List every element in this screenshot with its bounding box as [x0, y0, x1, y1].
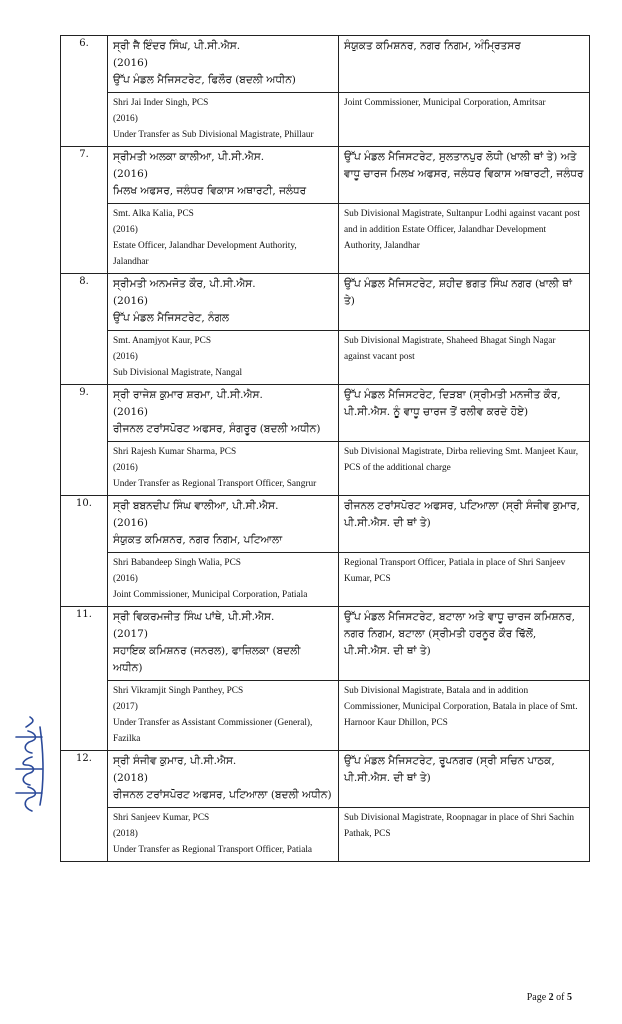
table-row — [61, 204, 590, 274]
new-posting-punjabi: ਉੱਪ ਮੰਡਲ ਮੈਜਿਸਟਰੇਟ, ਸ਼ਹੀਦ ਭਗਤ ਸਿੰਘ ਨਗਰ (ਖਾਲੀ ਥਾਂ ਤੇ) — [339, 274, 590, 331]
officer-name: ਸ੍ਰੀ ਵਿਕਰਮਜੀਤ ਸਿੰਘ ਪਾਂਥੇ, ਪੀ.ਸੀ.ਐਸ. — [113, 611, 275, 623]
officer-details-punjabi — [108, 751, 339, 808]
page-total: 5 — [567, 992, 572, 1003]
current-posting: ਰੀਜਨਲ ਟਰਾਂਸਪੋਰਟ ਅਫਸਰ, ਪਟਿਆਲਾ (ਬਦਲੀ ਅਧੀਨ) — [113, 789, 332, 801]
current-posting: ਸੰਯੁਕਤ ਕਮਿਸ਼ਨਰ, ਨਗਰ ਨਿਗਮ, ਪਟਿਆਲਾ — [113, 534, 283, 546]
postings-table-body — [61, 36, 590, 862]
officer-name: ਸ੍ਰੀ ਜੈ ਇੰਦਰ ਸਿੰਘ, ਪੀ.ਸੀ.ਐਸ. — [113, 40, 241, 52]
officer-details-english — [108, 681, 339, 751]
page-current: 2 — [548, 992, 554, 1003]
current-posting: Under Transfer as Assistant Commissioner (General), Fazilka — [113, 718, 313, 744]
current-posting: ਸਹਾਇਕ ਕਮਿਸ਼ਨਰ (ਜਨਰਲ), ਫਾਜ਼ਿਲਕਾ (ਬਦਲੀ ਅਧੀਨ) — [113, 645, 301, 674]
current-posting: ਰੀਜਨਲ ਟਰਾਂਸਪੋਰਟ ਅਫਸਰ, ਸੰਗਰੂਰ (ਬਦਲੀ ਅਧੀਨ) — [113, 423, 321, 435]
batch-year: (2016) — [113, 225, 138, 235]
batch-year: (2016) — [113, 352, 138, 362]
serial-number: 12. — [61, 751, 108, 862]
serial-number: 8. — [61, 274, 108, 385]
batch-year: (2018) — [113, 772, 148, 784]
current-posting: ਉੱਪ ਮੰਡਲ ਮੈਜਿਸਟਰੇਟ, ਨੰਗਲ — [113, 312, 229, 324]
officer-details-english — [108, 93, 339, 147]
table-row — [61, 331, 590, 385]
officer-name: ਸ੍ਰੀਮਤੀ ਅਲਕਾ ਕਾਲੀਆ, ਪੀ.ਸੀ.ਐਸ. — [113, 151, 265, 163]
current-posting: Joint Commissioner, Municipal Corporation, Patiala — [113, 590, 308, 600]
table-row — [61, 607, 590, 681]
table-row — [61, 808, 590, 862]
officer-name: Smt. Alka Kalia, PCS — [113, 209, 194, 219]
batch-year: (2016) — [113, 463, 138, 473]
officer-details-english — [108, 331, 339, 385]
table-row — [61, 442, 590, 496]
officer-name: ਸ੍ਰੀਮਤੀ ਅਨਮਜੋਤ ਕੌਰ, ਪੀ.ਸੀ.ਐਸ. — [113, 278, 256, 290]
table-row — [61, 681, 590, 751]
new-posting-punjabi: ਉੱਪ ਮੰਡਲ ਮੈਜਿਸਟਰੇਟ, ਦਿੜਬਾ (ਸ੍ਰੀਮਤੀ ਮਨਜੀਤ ਕੌਰ, ਪੀ.ਸੀ.ਐਸ. ਨੂੰ ਵਾਧੂ ਚਾਰਜ ਤੋਂ ਰਲੀਵ ਕਰਦੇ ਹੋਏ) — [339, 385, 590, 442]
current-posting: ਮਿਲਖ ਅਫਸਰ, ਜਲੰਧਰ ਵਿਕਾਸ ਅਥਾਰਟੀ, ਜਲੰਧਰ — [113, 185, 307, 197]
officer-name: ਸ੍ਰੀ ਰਾਜੇਸ਼ ਕੁਮਾਰ ਸ਼ਰਮਾ, ਪੀ.ਸੀ.ਐਸ. — [113, 389, 263, 401]
page-of: of — [556, 992, 565, 1003]
new-posting-punjabi: ਉੱਪ ਮੰਡਲ ਮੈਜਿਸਟਰੇਟ, ਰੂਪਨਗਰ (ਸ੍ਰੀ ਸਚਿਨ ਪਾਠਕ, ਪੀ.ਸੀ.ਐਸ. ਦੀ ਥਾਂ ਤੇ) — [339, 751, 590, 808]
batch-year: (2016) — [113, 168, 148, 180]
table-row — [61, 36, 590, 93]
officer-details-punjabi — [108, 274, 339, 331]
new-posting-english: Sub Divisional Magistrate, Batala and in addition Commissioner, Municipal Corporation, Batala in place of Smt. Harnoor Kaur Dhillon, PCS — [339, 681, 590, 751]
serial-number: 10. — [61, 496, 108, 607]
current-posting: Sub Divisional Magistrate, Nangal — [113, 368, 243, 378]
batch-year: (2016) — [113, 295, 148, 307]
page-word: Page — [526, 992, 547, 1003]
new-posting-english: Sub Divisional Magistrate, Roopnagar in place of Shri Sachin Pathak, PCS — [339, 808, 590, 862]
page-number — [527, 992, 572, 1003]
table-row — [61, 147, 590, 204]
table-row — [61, 274, 590, 331]
officer-name: Shri Vikramjit Singh Panthey, PCS — [113, 686, 244, 696]
officer-details-english — [108, 553, 339, 607]
new-posting-english: Regional Transport Officer, Patiala in place of Shri Sanjeev Kumar, PCS — [339, 553, 590, 607]
officer-details-punjabi — [108, 385, 339, 442]
officer-details-english — [108, 442, 339, 496]
batch-year: (2016) — [113, 57, 148, 69]
table-row — [61, 385, 590, 442]
batch-year: (2017) — [113, 702, 138, 712]
serial-number: 9. — [61, 385, 108, 496]
new-posting-english: Sub Divisional Magistrate, Dirba relieving Smt. Manjeet Kaur, PCS of the additional charge — [339, 442, 590, 496]
officer-details-english — [108, 808, 339, 862]
new-posting-punjabi: ਉੱਪ ਮੰਡਲ ਮੈਜਿਸਟਰੇਟ, ਬਟਾਲਾ ਅਤੇ ਵਾਧੂ ਚਾਰਜ ਕਮਿਸ਼ਨਰ, ਨਗਰ ਨਿਗਮ, ਬਟਾਲਾ (ਸ੍ਰੀਮਤੀ ਹਰਨੂਰ ਕੌਰ ਢਿੱਲੋਂ, ਪੀ.ਸੀ.ਐਸ. ਦੀ ਥਾਂ ਤੇ) — [339, 607, 590, 681]
batch-year: (2018) — [113, 829, 138, 839]
new-posting-english: Sub Divisional Magistrate, Sultanpur Lodhi against vacant post and in addition Estate Officer, Jalandhar Development Authority, Jalandhar — [339, 204, 590, 274]
officer-name: ਸ੍ਰੀ ਸੰਜੀਵ ਕੁਮਾਰ, ਪੀ.ਸੀ.ਐਸ. — [113, 755, 237, 767]
serial-number: 6. — [61, 36, 108, 147]
new-posting-punjabi: ਰੀਜਨਲ ਟਰਾਂਸਪੋਰਟ ਅਫਸਰ, ਪਟਿਆਲਾ (ਸ੍ਰੀ ਸੰਜੀਵ ਕੁਮਾਰ, ਪੀ.ਸੀ.ਐਸ. ਦੀ ਥਾਂ ਤੇ) — [339, 496, 590, 553]
officer-details-punjabi — [108, 36, 339, 93]
current-posting: Estate Officer, Jalandhar Development Authority, Jalandhar — [113, 241, 297, 267]
current-posting: Under Transfer as Regional Transport Officer, Patiala — [113, 845, 313, 855]
new-posting-punjabi: ਉੱਪ ਮੰਡਲ ਮੈਜਿਸਟਰੇਟ, ਸੁਲਤਾਨਪੁਰ ਲੋਧੀ (ਖਾਲੀ ਥਾਂ ਤੇ) ਅਤੇ ਵਾਧੂ ਚਾਰਜ ਮਿਲਖ ਅਫਸਰ, ਜਲੰਧਰ ਵਿਕਾਸ ਅਥਾਰਟੀ, ਜਲੰਧਰ — [339, 147, 590, 204]
current-posting: Under Transfer as Regional Transport Officer, Sangrur — [113, 479, 317, 489]
postings-table — [60, 35, 590, 862]
batch-year: (2016) — [113, 574, 138, 584]
new-posting-punjabi: ਸੰਯੁਕਤ ਕਮਿਸ਼ਨਰ, ਨਗਰ ਨਿਗਮ, ਅੰਮ੍ਰਿਤਸਰ — [339, 36, 590, 93]
handwritten-signature — [2, 715, 52, 815]
officer-name: Shri Jai Inder Singh, PCS — [113, 98, 209, 108]
current-posting: Under Transfer as Sub Divisional Magistrate, Phillaur — [113, 130, 314, 140]
batch-year: (2016) — [113, 114, 138, 124]
officer-name: ਸ੍ਰੀ ਬਬਨਦੀਪ ਸਿੰਘ ਵਾਲੀਆ, ਪੀ.ਸੀ.ਐਸ. — [113, 500, 279, 512]
batch-year: (2016) — [113, 406, 148, 418]
officer-details-english — [108, 204, 339, 274]
new-posting-english: Joint Commissioner, Municipal Corporation, Amritsar — [339, 93, 590, 147]
batch-year: (2017) — [113, 628, 148, 640]
officer-details-punjabi — [108, 496, 339, 553]
serial-number: 11. — [61, 607, 108, 751]
officer-details-punjabi — [108, 607, 339, 681]
officer-name: Shri Babandeep Singh Walia, PCS — [113, 558, 241, 568]
table-row — [61, 751, 590, 808]
officer-details-punjabi — [108, 147, 339, 204]
officer-name: Smt. Anamjyot Kaur, PCS — [113, 336, 212, 346]
table-row — [61, 496, 590, 553]
batch-year: (2016) — [113, 517, 148, 529]
officer-name: Shri Rajesh Kumar Sharma, PCS — [113, 447, 237, 457]
table-row — [61, 553, 590, 607]
current-posting: ਉੱਪ ਮੰਡਲ ਮੈਜਿਸਟਰੇਟ, ਫਿਲੌਰ (ਬਦਲੀ ਅਧੀਨ) — [113, 74, 296, 86]
officer-name: Shri Sanjeev Kumar, PCS — [113, 813, 210, 823]
new-posting-english: Sub Divisional Magistrate, Shaheed Bhagat Singh Nagar against vacant post — [339, 331, 590, 385]
table-row — [61, 93, 590, 147]
serial-number: 7. — [61, 147, 108, 274]
